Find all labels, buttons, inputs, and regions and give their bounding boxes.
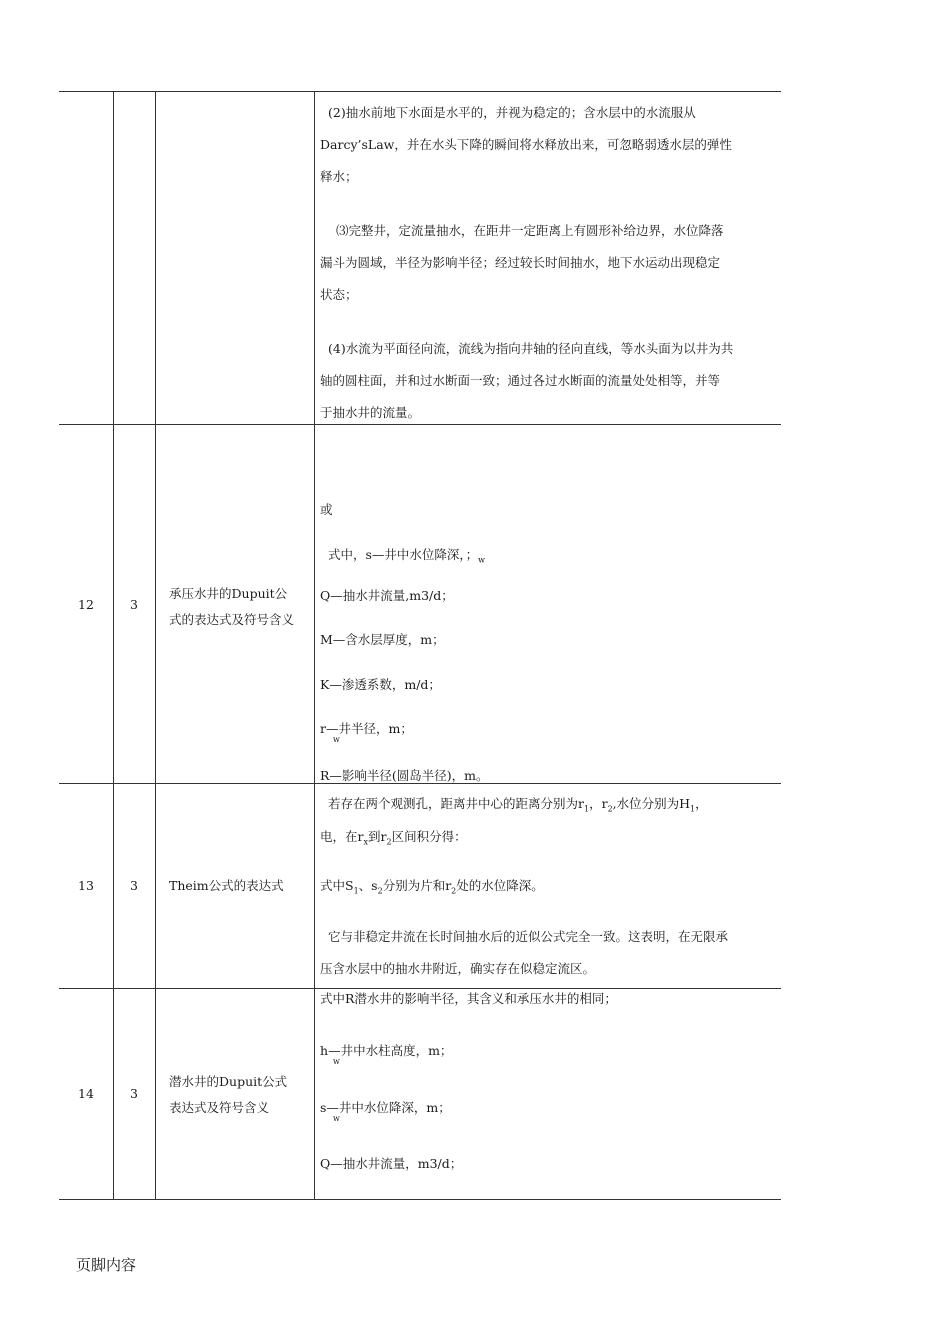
table-rule-row12-top — [59, 424, 781, 425]
answer-line: (4)水流为平面径向流，流线为指向井轴的径向直线，等水头面为以井为共 — [328, 341, 734, 356]
table-col-divider-3 — [314, 91, 315, 1199]
answer-line: 释水； — [320, 169, 358, 184]
question-text: Theim公式的表达式 — [169, 878, 284, 893]
answer-line: 压含水层中的抽水井附近，确实存在似稳定流区。 — [320, 961, 596, 976]
answer-line: s—井中水位降深，m； — [320, 1100, 451, 1115]
answer-line: 它与非稳定井流在长时间抽水后的近似公式完全一致。这表明，在无限承 — [328, 929, 729, 944]
table-col-divider-1 — [113, 91, 114, 1199]
answer-line: 式中R潜水井的影响半径，其含义和承压水井的相同； — [320, 991, 617, 1006]
row-number: 13 — [78, 878, 94, 893]
answer-line: (2)抽水前地下水面是水平的，并视为稳定的；含水层中的水流服从 — [328, 105, 696, 120]
row-score: 3 — [130, 597, 138, 612]
answer-line: M—含水层厚度，m； — [320, 632, 445, 647]
question-text: 潜水井的Dupuit公式 — [169, 1074, 288, 1089]
answer-line: 式中$S_1$、$s_2$分别为片和$r_2$处的水位降深。 — [320, 878, 544, 896]
subscript: w — [333, 1057, 340, 1066]
answer-line: K—渗透系数，m/d； — [320, 677, 441, 692]
row-score: 3 — [130, 878, 138, 893]
answer-line: 轴的圆柱面，并和过水断面一致；通过各过水断面的流量处处相等，并等 — [320, 373, 721, 388]
answer-line: 若存在两个观测孔，距离井中心的距离分别为$r_1$，$r_2$,水位分别为$H_1$， — [328, 796, 708, 814]
table-rule-top — [59, 91, 781, 92]
answer-line: h—井中水柱高度，m； — [320, 1043, 453, 1058]
question-text: 表达式及符号含义 — [169, 1100, 270, 1115]
row-score: 3 — [130, 1086, 138, 1101]
answer-line: Q—抽水井流量，m3/d； — [320, 1156, 463, 1171]
row-number: 14 — [78, 1086, 94, 1101]
answer-line: Q—抽水井流量,m3/d； — [320, 588, 454, 603]
subscript: w — [333, 735, 340, 744]
table-col-divider-2 — [155, 91, 156, 1199]
answer-line: 漏斗为圆域，半径为影响半径；经过较长时间抽水，地下水运动出现稳定 — [320, 255, 721, 270]
table-rule-bottom — [59, 1199, 781, 1200]
answer-line: 式中，s—井中水位降深，；$_w$ — [328, 547, 486, 565]
question-text: 承压水井的Dupuit公 — [169, 586, 288, 601]
answer-line: r—井半径，m； — [320, 721, 413, 736]
subscript: w — [333, 1114, 340, 1123]
answer-line: 或 — [320, 502, 333, 517]
answer-line: Darcy’sLaw，并在水头下降的瞬间将水释放出来，可忽略弱透水层的弹性 — [320, 137, 732, 152]
page-footer: 页脚内容 — [76, 1256, 137, 1274]
question-text: 式的表达式及符号含义 — [169, 612, 295, 627]
answer-line: 电，在$r_x$到$r_2$区间积分得： — [320, 829, 467, 847]
answer-line: R—影响半径(圆岛半径)，m。 — [320, 768, 489, 783]
table-rule-row14-top — [59, 988, 781, 989]
answer-line: 于抽水井的流量。 — [320, 405, 421, 420]
answer-line: 状态； — [320, 287, 358, 302]
answer-line: ⑶完整井，定流量抽水，在距井一定距离上有圆形补给边界，水位降落 — [336, 223, 724, 238]
row-number: 12 — [78, 597, 94, 612]
